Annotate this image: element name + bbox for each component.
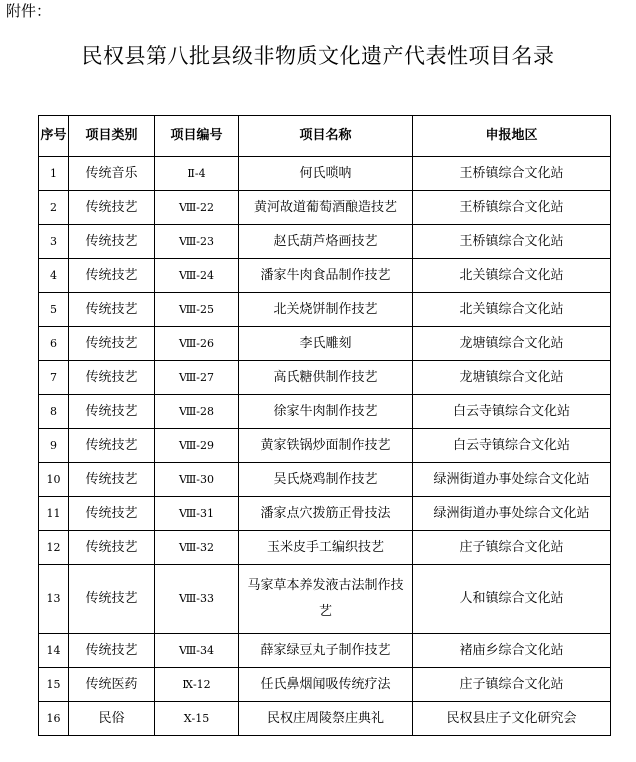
cell-code: Ⅷ-22 — [155, 191, 239, 225]
cell-category: 传统技艺 — [69, 463, 155, 497]
cell-category: 传统音乐 — [69, 157, 155, 191]
cell-region: 庄子镇综合文化站 — [413, 668, 611, 702]
cell-code: Ⅷ-31 — [155, 497, 239, 531]
cell-number: 3 — [39, 225, 69, 259]
table-row — [39, 395, 611, 429]
cell-name: 民权庄周陵祭庄典礼 — [239, 702, 413, 736]
cell-region: 王桥镇综合文化站 — [413, 157, 611, 191]
cell-code: Ⅷ-30 — [155, 463, 239, 497]
cell-code: Ⅸ-12 — [155, 668, 239, 702]
cell-name: 李氏雕刻 — [239, 327, 413, 361]
cell-number: 1 — [39, 157, 69, 191]
cell-code: Ⅷ-27 — [155, 361, 239, 395]
table-row — [39, 531, 611, 565]
cell-number: 12 — [39, 531, 69, 565]
cell-category: 传统技艺 — [69, 531, 155, 565]
table-row — [39, 327, 611, 361]
heritage-list-table — [38, 115, 611, 736]
cell-region: 绿洲街道办事处综合文化站 — [413, 463, 611, 497]
cell-code: Ⅷ-28 — [155, 395, 239, 429]
cell-code: Ⅱ-4 — [155, 157, 239, 191]
cell-region: 龙塘镇综合文化站 — [413, 327, 611, 361]
cell-category: 传统技艺 — [69, 361, 155, 395]
cell-region: 王桥镇综合文化站 — [413, 191, 611, 225]
cell-code: Ⅷ-25 — [155, 293, 239, 327]
cell-category: 传统技艺 — [69, 429, 155, 463]
document-title: 民权县第八批县级非物质文化遗产代表性项目名录 — [81, 44, 555, 68]
cell-name: 潘家点穴拨筋正骨技法 — [239, 497, 413, 531]
column-header-category: 项目类别 — [69, 116, 155, 157]
cell-number: 10 — [39, 463, 69, 497]
cell-name: 潘家牛肉食品制作技艺 — [239, 259, 413, 293]
cell-category: 传统技艺 — [69, 565, 155, 634]
cell-region: 王桥镇综合文化站 — [413, 225, 611, 259]
cell-number: 5 — [39, 293, 69, 327]
cell-code: Ⅷ-23 — [155, 225, 239, 259]
table-row — [39, 668, 611, 702]
table-row — [39, 634, 611, 668]
table-row — [39, 429, 611, 463]
column-header-name: 项目名称 — [239, 116, 413, 157]
table-row — [39, 497, 611, 531]
cell-category: 传统技艺 — [69, 293, 155, 327]
cell-region: 绿洲街道办事处综合文化站 — [413, 497, 611, 531]
cell-name: 吴氏烧鸡制作技艺 — [239, 463, 413, 497]
cell-number: 15 — [39, 668, 69, 702]
table-row — [39, 259, 611, 293]
cell-name: 北关烧饼制作技艺 — [239, 293, 413, 327]
cell-region: 民权县庄子文化研究会 — [413, 702, 611, 736]
table-row — [39, 191, 611, 225]
cell-category: 传统技艺 — [69, 327, 155, 361]
cell-number: 7 — [39, 361, 69, 395]
table-row — [39, 157, 611, 191]
cell-code: Ⅷ-26 — [155, 327, 239, 361]
cell-category: 传统技艺 — [69, 634, 155, 668]
cell-region: 白云寺镇综合文化站 — [413, 395, 611, 429]
cell-number: 8 — [39, 395, 69, 429]
cell-category: 传统医药 — [69, 668, 155, 702]
cell-region: 人和镇综合文化站 — [413, 565, 611, 634]
table-row — [39, 463, 611, 497]
cell-number: 14 — [39, 634, 69, 668]
cell-number: 9 — [39, 429, 69, 463]
cell-code: Ⅷ-34 — [155, 634, 239, 668]
table-row — [39, 361, 611, 395]
cell-name: 黄家铁锅炒面制作技艺 — [239, 429, 413, 463]
cell-name: 赵氏葫芦烙画技艺 — [239, 225, 413, 259]
cell-region: 北关镇综合文化站 — [413, 259, 611, 293]
cell-number: 4 — [39, 259, 69, 293]
cell-code: Ⅷ-29 — [155, 429, 239, 463]
cell-region: 褚庙乡综合文化站 — [413, 634, 611, 668]
table-row — [39, 565, 611, 634]
table-row — [39, 225, 611, 259]
cell-name: 徐家牛肉制作技艺 — [239, 395, 413, 429]
table-row — [39, 293, 611, 327]
attachment-label: 附件： — [6, 2, 52, 20]
table-row — [39, 702, 611, 736]
cell-number: 11 — [39, 497, 69, 531]
cell-number: 2 — [39, 191, 69, 225]
column-header-region: 申报地区 — [413, 116, 611, 157]
cell-category: 传统技艺 — [69, 395, 155, 429]
cell-name: 任氏鼻烟闻吸传统疗法 — [239, 668, 413, 702]
cell-category: 传统技艺 — [69, 191, 155, 225]
cell-name: 高氏糖供制作技艺 — [239, 361, 413, 395]
cell-category: 民俗 — [69, 702, 155, 736]
cell-code: Ⅷ-24 — [155, 259, 239, 293]
cell-name: 马家草本养发液古法制作技艺 — [239, 565, 413, 634]
cell-region: 白云寺镇综合文化站 — [413, 429, 611, 463]
table-header-row — [39, 116, 611, 157]
cell-name: 玉米皮手工编织技艺 — [239, 531, 413, 565]
cell-region: 龙塘镇综合文化站 — [413, 361, 611, 395]
cell-number: 13 — [39, 565, 69, 634]
cell-category: 传统技艺 — [69, 225, 155, 259]
cell-name: 何氏唢呐 — [239, 157, 413, 191]
cell-number: 16 — [39, 702, 69, 736]
cell-category: 传统技艺 — [69, 259, 155, 293]
column-header-code: 项目编号 — [155, 116, 239, 157]
cell-code: Ⅷ-32 — [155, 531, 239, 565]
column-header-number: 序号 — [39, 116, 69, 157]
cell-category: 传统技艺 — [69, 497, 155, 531]
cell-code: Ⅷ-33 — [155, 565, 239, 634]
cell-region: 庄子镇综合文化站 — [413, 531, 611, 565]
cell-name: 黄河故道葡萄酒酿造技艺 — [239, 191, 413, 225]
cell-region: 北关镇综合文化站 — [413, 293, 611, 327]
cell-code: Ⅹ-15 — [155, 702, 239, 736]
cell-name: 薛家绿豆丸子制作技艺 — [239, 634, 413, 668]
cell-number: 6 — [39, 327, 69, 361]
